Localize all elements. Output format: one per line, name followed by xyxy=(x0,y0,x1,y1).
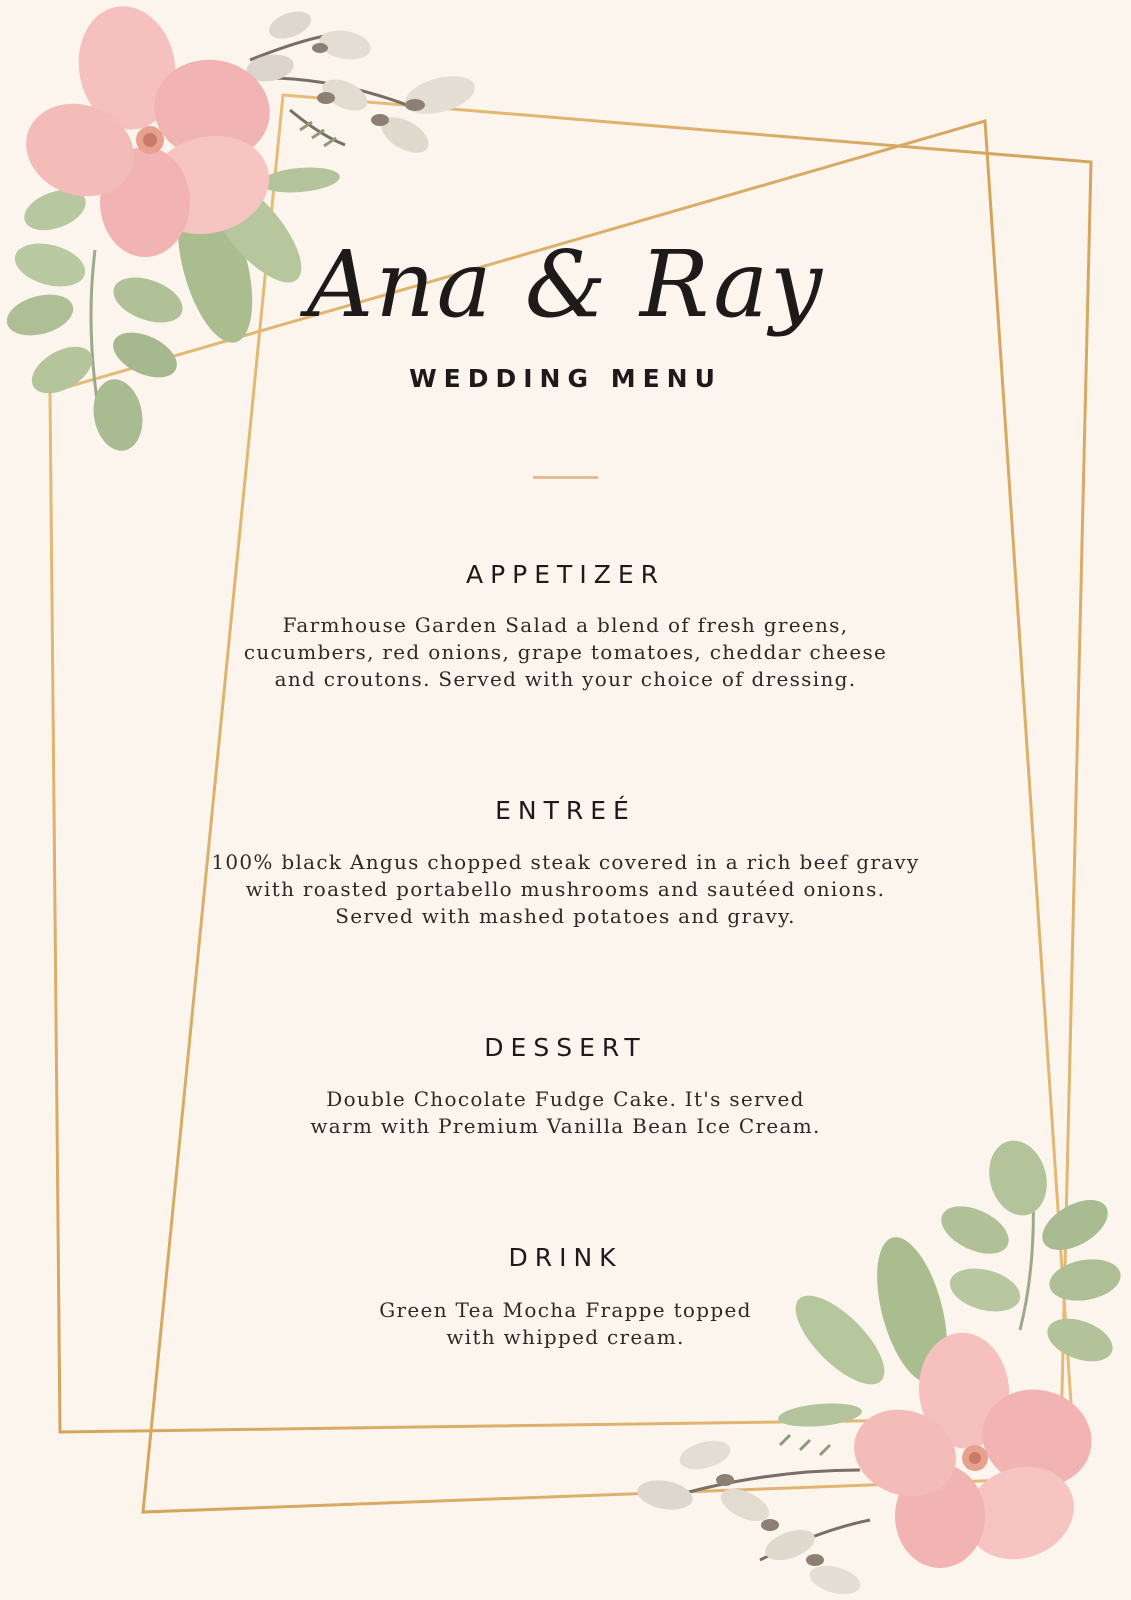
couple-names: Ana & Ray xyxy=(306,231,825,338)
section-description-dessert: Double Chocolate Fudge Cake. It's served warm with Premium Vanilla Bean Ice Cream. xyxy=(310,1087,821,1138)
section-description-drink: Green Tea Mocha Frappe topped with whipped cream. xyxy=(379,1298,752,1349)
section-description-entree: 100% black Angus chopped steak covered in a rich beef gravy with roasted portabello mushrooms and sautéed onions. Served with mashed potatoes and gravy. xyxy=(211,850,920,928)
section-heading-appetizer: APPETIZER xyxy=(466,560,665,589)
menu-subtitle: WEDDING MENU xyxy=(409,364,722,393)
section-heading-dessert: DESSERT xyxy=(484,1033,647,1062)
title-divider xyxy=(533,476,598,479)
section-heading-drink: DRINK xyxy=(508,1243,623,1272)
section-description-appetizer: Farmhouse Garden Salad a blend of fresh greens, cucumbers, red onions, grape tomatoes, cheddar cheese and croutons. Served with your choice of dressing. xyxy=(243,613,888,691)
section-heading-entree: ENTREÉ xyxy=(495,796,636,825)
willow-catkins-icon xyxy=(635,1435,870,1599)
